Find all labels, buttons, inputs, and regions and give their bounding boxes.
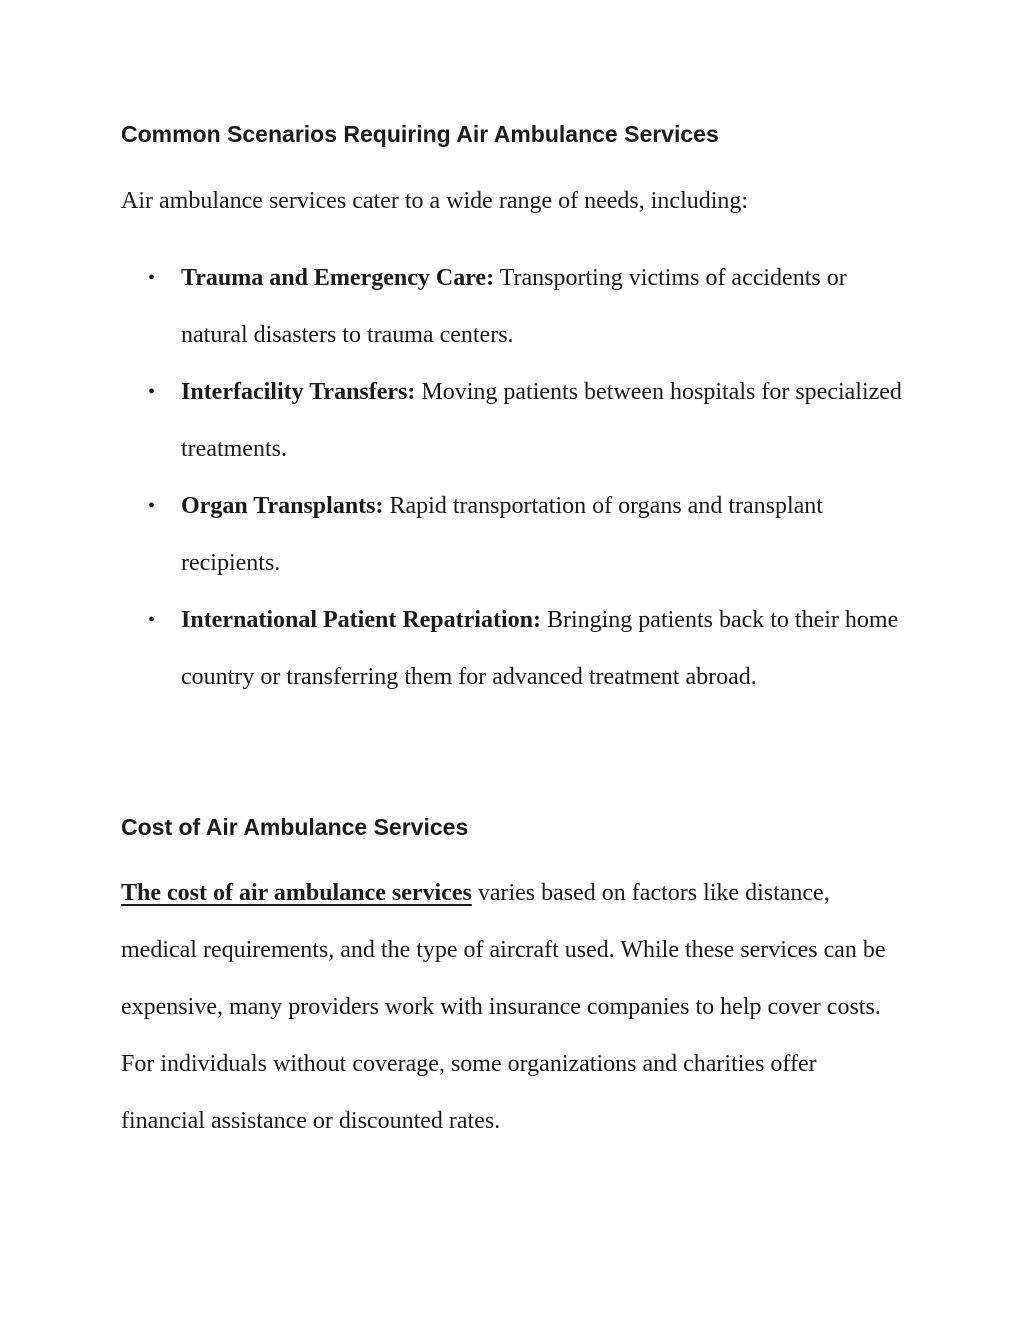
section-heading-scenarios: Common Scenarios Requiring Air Ambulance Services <box>121 121 719 147</box>
list-item-text: Transporting victims of accidents or natural disasters to trauma centers. <box>181 265 847 348</box>
cost-link[interactable]: The cost of air ambulance services <box>121 880 472 906</box>
list-item-text: Bringing patients back to their home country or transferring them for advanced treatment abroad. <box>181 607 899 690</box>
section-heading-cost: Cost of Air Ambulance Services <box>121 814 469 840</box>
bullet-icon: • <box>148 609 156 631</box>
list-item-text: Rapid transportation of organs and transplant recipients. <box>181 493 823 576</box>
bullet-icon: • <box>148 495 156 517</box>
cost-paragraph-text: varies based on factors like distance, medical requirements, and the type of aircraft used. While these services can be expensive, many providers work with insurance companies to help cover costs. For individuals without coverage, some organizations and charities offer financial assistance or discounted rates. <box>121 880 886 1134</box>
list-item-term: Organ Transplants: <box>181 493 384 519</box>
scenarios-list <box>121 250 911 706</box>
list-item-term: Trauma and Emergency Care: <box>181 265 495 291</box>
cost-paragraph <box>121 865 906 1150</box>
list-item-term: Interfacility Transfers: <box>181 379 416 405</box>
bullet-icon: • <box>148 267 156 289</box>
list-item-text: Moving patients between hospitals for specialized treatments. <box>181 379 902 462</box>
list-item <box>121 478 911 592</box>
bullet-icon: • <box>148 381 156 403</box>
list-item <box>121 364 911 478</box>
list-item <box>121 592 911 706</box>
intro-paragraph: Air ambulance services cater to a wide range of needs, including: <box>121 188 749 214</box>
list-item <box>121 250 911 364</box>
list-item-term: International Patient Repatriation: <box>181 607 541 633</box>
